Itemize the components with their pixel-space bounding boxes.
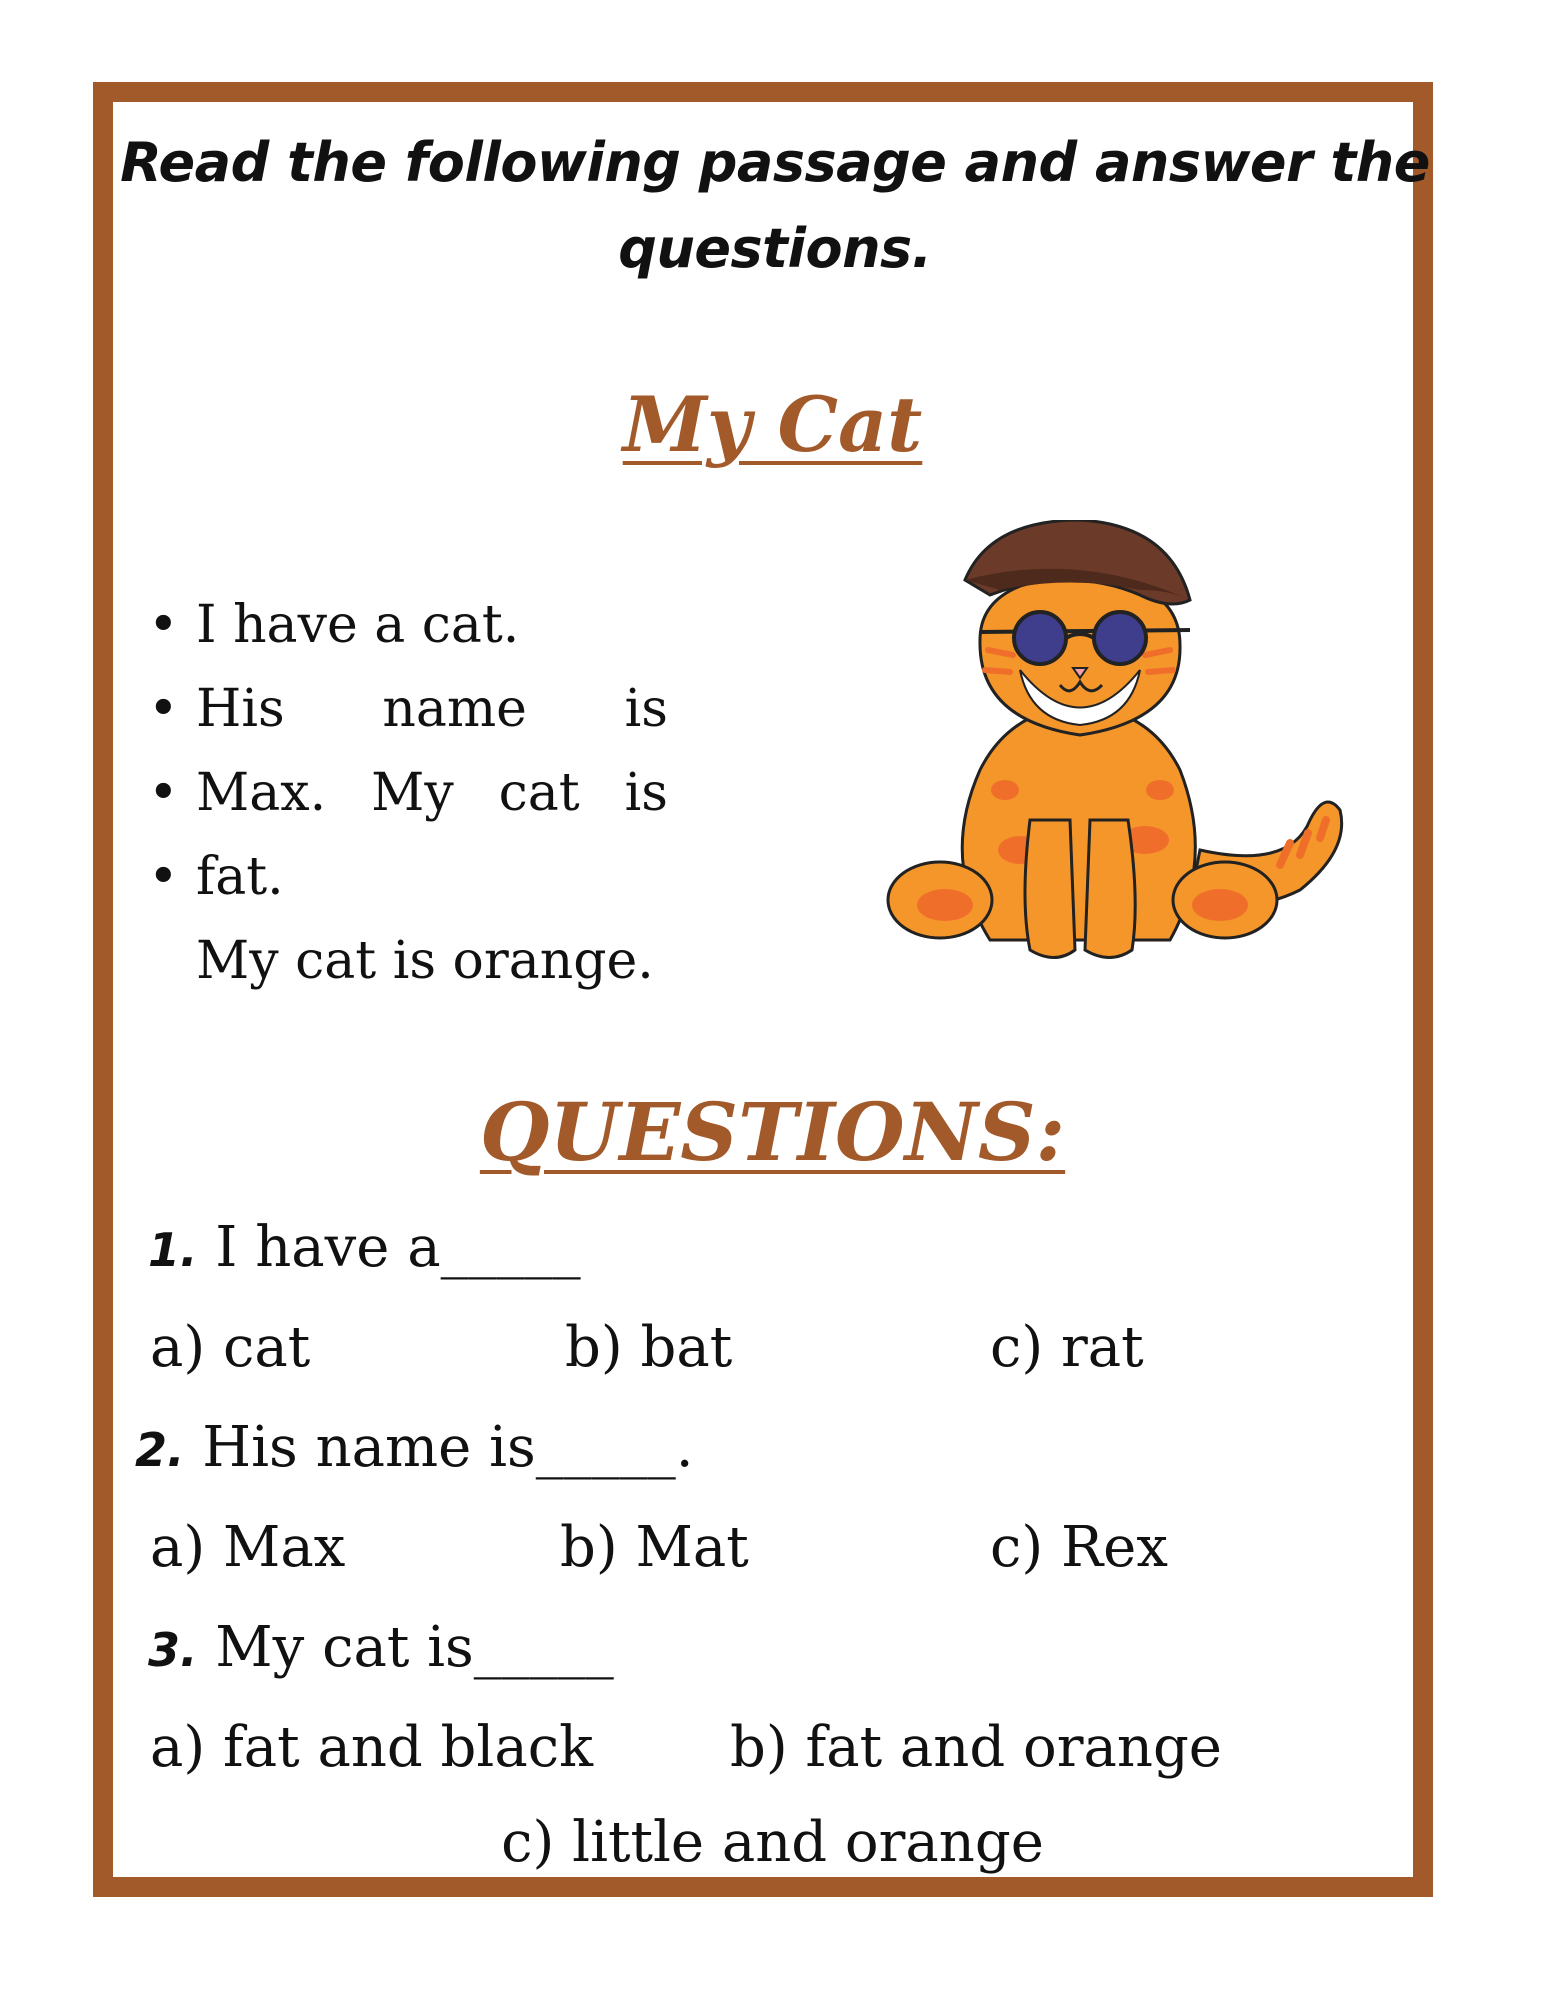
question-number: 3.	[148, 1623, 198, 1677]
option-3b[interactable]: b) fat and orange	[730, 1715, 1222, 1780]
question-stem: I have a_____	[215, 1215, 581, 1280]
passage-line	[148, 835, 668, 919]
passage-word: is	[624, 763, 668, 823]
bullet-icon: •	[148, 763, 179, 823]
option-2c[interactable]: c) Rex	[990, 1515, 1168, 1580]
passage-title: My Cat	[622, 380, 923, 469]
passage-word: name	[382, 679, 527, 739]
passage-line	[148, 919, 668, 1003]
option-3c[interactable]: c) little and orange	[501, 1810, 1044, 1875]
passage-line-text: fat.	[196, 847, 284, 907]
bullet-icon: •	[148, 595, 179, 655]
passage-line	[148, 751, 668, 835]
option-2b[interactable]: b) Mat	[560, 1515, 749, 1580]
passage-line	[148, 583, 668, 667]
question-stem: My cat is_____	[215, 1615, 614, 1680]
cat-with-hat-and-sunglasses-icon	[870, 520, 1390, 970]
questions-heading: QUESTIONS:	[479, 1085, 1066, 1179]
passage-word: My	[371, 763, 454, 823]
passage-line-text	[196, 667, 668, 751]
option-1c[interactable]: c) rat	[990, 1315, 1144, 1380]
question-1	[148, 1215, 581, 1280]
passage-word: is	[624, 679, 668, 739]
question-3	[148, 1615, 614, 1680]
option-2a[interactable]: a) Max	[150, 1515, 346, 1580]
bullet-icon: •	[148, 847, 179, 907]
question-stem: His name is_____.	[202, 1415, 694, 1480]
passage-line-text: My cat is orange.	[196, 931, 654, 991]
passage-line-text	[196, 751, 668, 835]
passage-word: Max.	[196, 763, 327, 823]
passage-list	[148, 583, 668, 1003]
passage-line	[148, 667, 668, 751]
passage-word: His	[196, 679, 285, 739]
passage-word: cat	[498, 763, 580, 823]
instruction-text: Read the following passage and answer the questions.	[120, 131, 1430, 280]
bullet-icon: •	[148, 679, 179, 739]
question-number: 1.	[148, 1223, 198, 1277]
passage-line-text: I have a cat.	[196, 595, 520, 655]
question-2	[135, 1415, 694, 1480]
option-1a[interactable]: a) cat	[150, 1315, 311, 1380]
option-1b[interactable]: b) bat	[565, 1315, 733, 1380]
option-3a[interactable]: a) fat and black	[150, 1715, 593, 1780]
question-number: 2.	[135, 1423, 185, 1477]
